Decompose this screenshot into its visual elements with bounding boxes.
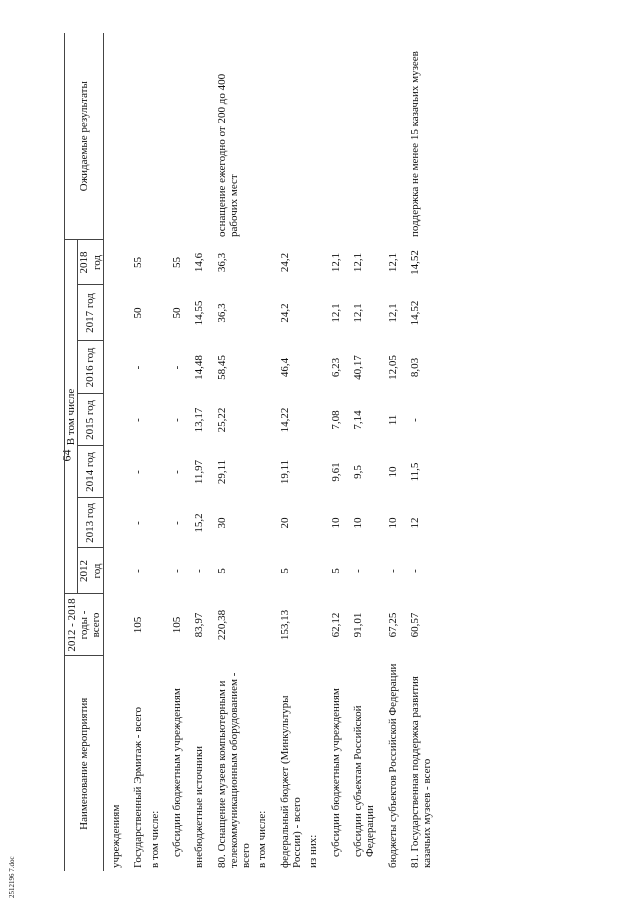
row-year-value	[252, 394, 268, 446]
row-year-value	[303, 548, 319, 594]
row-name: из них:	[307, 834, 320, 868]
row-result	[252, 33, 268, 240]
row-result: поддержка не менее 15 казачьих музеев	[408, 51, 421, 237]
row-year-value: 36,3	[215, 303, 228, 323]
header-total: 2012 - 2018 годы - всего	[65, 594, 104, 656]
page-number: 64	[59, 449, 74, 462]
row-result	[342, 33, 377, 240]
row-year-value: 14,52	[408, 300, 421, 326]
row-year-value: 30	[215, 517, 228, 529]
row-year-value	[103, 240, 122, 285]
rotated-table-container	[64, 33, 608, 871]
table-row	[342, 33, 377, 871]
row-year-value: 9,61	[329, 462, 342, 482]
row-total: 62,12	[329, 612, 342, 638]
row-year-value: 19,11	[278, 459, 291, 485]
header-year: 2014 год	[78, 446, 104, 498]
row-total: 67,25	[386, 612, 399, 638]
row-year-value: 20	[278, 517, 291, 529]
row-result	[103, 33, 122, 240]
row-year-value: -	[386, 569, 399, 573]
table-row	[183, 33, 205, 871]
row-year-value: 50	[170, 307, 183, 319]
table-row	[103, 33, 122, 871]
row-result	[303, 33, 319, 240]
row-year-value: 46,4	[278, 357, 291, 378]
table-row	[206, 33, 253, 871]
row-year-value: 40,17	[352, 355, 364, 380]
row-year-value: 55	[170, 257, 183, 268]
row-result	[183, 33, 205, 240]
footer-filename: 2512196 7.doc	[8, 856, 16, 898]
header-year: 2016 год	[78, 341, 104, 394]
row-year-value: 55	[132, 257, 145, 268]
row-year-value: 12,1	[329, 252, 342, 273]
header-year: 2012 год	[78, 548, 104, 594]
table-row	[303, 33, 319, 871]
row-year-value: 15,2	[193, 513, 206, 533]
row-year-value: 12,1	[386, 252, 399, 273]
header-year: 2018 год	[78, 240, 104, 285]
row-name: федеральный бюджет (Минкультуры России) - всего	[278, 695, 304, 868]
row-year-value: -	[408, 418, 421, 422]
row-year-value: -	[132, 521, 145, 525]
row-year-value: 14,22	[278, 407, 291, 433]
row-total: 91,01	[352, 612, 364, 638]
row-year-value	[252, 240, 268, 285]
row-result	[161, 33, 183, 240]
header-including: В том числе	[65, 240, 78, 594]
row-year-value: 5	[215, 568, 228, 574]
row-year-value: -	[170, 569, 183, 573]
row-year-value: 12,1	[352, 252, 364, 273]
row-name: в том числе:	[256, 810, 269, 868]
row-year-value	[252, 446, 268, 498]
row-year-value	[303, 285, 319, 341]
row-year-value	[145, 341, 161, 394]
row-year-value: 11,97	[193, 459, 206, 485]
row-year-value: 10	[329, 517, 342, 529]
row-year-value: -	[408, 569, 421, 573]
row-year-value	[103, 341, 122, 394]
row-year-value: 58,45	[215, 355, 228, 380]
row-year-value: 24,2	[278, 252, 291, 273]
row-year-value: -	[132, 569, 145, 573]
row-year-value	[252, 498, 268, 548]
row-year-value	[145, 498, 161, 548]
row-total: 220,38	[215, 609, 228, 641]
row-year-value: 12,1	[352, 303, 364, 323]
row-year-value: 13,17	[193, 407, 206, 433]
row-total: 153,13	[278, 609, 291, 641]
row-year-value: -	[132, 470, 145, 474]
header-year: 2017 год	[78, 285, 104, 341]
table-row	[161, 33, 183, 871]
row-year-value	[145, 285, 161, 341]
row-name: 81. Государственная поддержка развития казачьих музеев - всего	[408, 676, 434, 868]
row-year-value	[303, 446, 319, 498]
funding-table	[64, 33, 434, 871]
row-year-value: 12,05	[386, 355, 399, 380]
row-year-value	[145, 394, 161, 446]
row-name: субсидии бюджетным учреждениям	[329, 688, 342, 857]
row-year-value: 14,6	[193, 252, 206, 273]
table-row	[145, 33, 161, 871]
row-year-value: -	[170, 418, 183, 422]
row-year-value: -	[132, 365, 145, 370]
header-year: 2015 год	[78, 394, 104, 446]
row-year-value: 24,2	[278, 303, 291, 323]
row-year-value	[303, 498, 319, 548]
row-year-value	[103, 394, 122, 446]
row-total	[103, 594, 122, 656]
row-year-value	[103, 548, 122, 594]
row-year-value: 12	[408, 517, 421, 529]
row-name: внебюджетные источники	[193, 745, 206, 868]
row-year-value	[103, 285, 122, 341]
row-year-value	[103, 498, 122, 548]
row-year-value: -	[132, 418, 145, 422]
row-year-value	[145, 240, 161, 285]
row-year-value: 9,5	[352, 465, 364, 479]
table-row	[399, 33, 434, 871]
row-year-value: 7,14	[352, 410, 364, 430]
row-year-value	[103, 446, 122, 498]
row-year-value: 5	[278, 568, 291, 574]
row-result	[377, 33, 399, 240]
row-year-value: 12,1	[386, 303, 399, 323]
row-result	[269, 33, 304, 240]
row-year-value: 29,11	[215, 459, 228, 485]
row-name: 80. Оснащение музеев компьютерным и телекоммуникационным оборудованием - всего	[215, 672, 253, 868]
row-name: учреждениям	[109, 804, 122, 868]
header-year: 2013 год	[78, 498, 104, 548]
row-total: 60,57	[408, 612, 421, 638]
row-total	[252, 594, 268, 656]
row-year-value: -	[170, 470, 183, 474]
row-total: 105	[132, 616, 145, 634]
row-year-value	[252, 285, 268, 341]
table-row	[269, 33, 304, 871]
table-row	[122, 33, 144, 871]
row-year-value: -	[193, 569, 206, 573]
row-year-value: 10	[386, 466, 399, 478]
row-year-value: -	[170, 521, 183, 525]
row-name: бюджеты субъектов Российской Федерации	[386, 663, 399, 868]
row-name: субсидии бюджетным учреждениям	[170, 688, 183, 857]
table-body	[103, 33, 433, 871]
row-year-value: 6,23	[329, 357, 342, 378]
row-year-value: 36,3	[215, 252, 228, 273]
row-year-value: 14,52	[408, 250, 421, 275]
row-total	[145, 594, 161, 656]
table-row	[252, 33, 268, 871]
row-year-value: 14,55	[193, 300, 206, 326]
row-result	[122, 33, 144, 240]
header-results: Ожидаемые результаты	[65, 33, 104, 240]
row-year-value: 11	[386, 414, 399, 426]
row-year-value: -	[352, 569, 364, 573]
row-year-value: 10	[386, 517, 399, 529]
row-result	[320, 33, 342, 240]
row-year-value	[145, 446, 161, 498]
row-name: Государственный Эрмитаж - всего	[132, 707, 145, 868]
row-year-value	[303, 394, 319, 446]
row-year-value: 7,08	[329, 410, 342, 430]
row-result	[145, 33, 161, 240]
row-year-value: 5	[329, 568, 342, 574]
row-year-value: 8,03	[408, 357, 421, 378]
header-name: Наименование мероприятия	[65, 656, 104, 871]
row-year-value	[252, 341, 268, 394]
row-name: в том числе:	[148, 810, 161, 868]
row-year-value	[252, 548, 268, 594]
row-year-value: -	[170, 365, 183, 370]
row-year-value: 14,48	[193, 355, 206, 380]
table-row	[377, 33, 399, 871]
row-year-value: 12,1	[329, 303, 342, 323]
row-result: оснащение ежегодно от 200 до 400 рабочих мест	[215, 73, 240, 237]
row-year-value: 50	[132, 307, 145, 319]
row-year-value	[303, 240, 319, 285]
row-name: субсидии субъектам Российской Федерации	[352, 705, 377, 857]
row-year-value	[303, 341, 319, 394]
table-row	[320, 33, 342, 871]
row-total: 83,97	[193, 612, 206, 638]
row-total: 105	[170, 616, 183, 634]
row-year-value	[145, 548, 161, 594]
row-total	[303, 594, 319, 656]
row-year-value: 11,5	[408, 462, 421, 482]
row-year-value: 25,22	[215, 407, 228, 433]
row-year-value: 10	[352, 517, 364, 529]
